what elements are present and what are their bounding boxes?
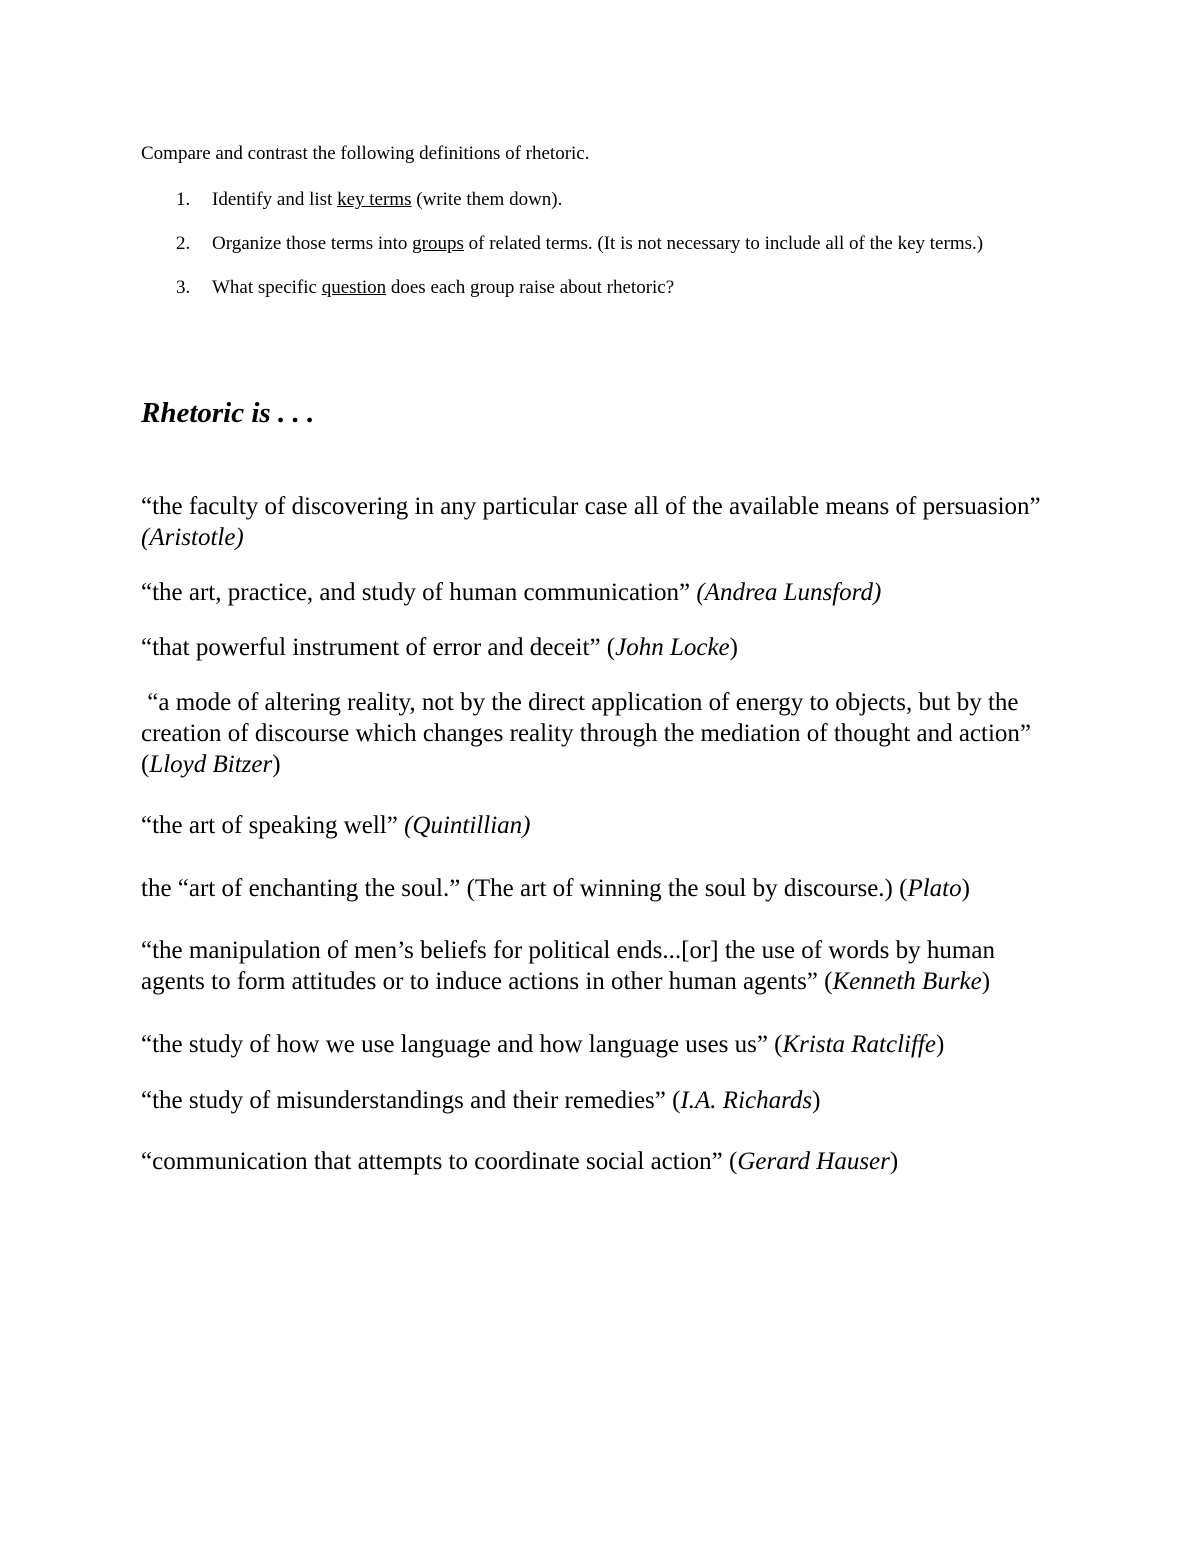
definition-text: “the study of misunderstandings and their remedies” ( [141,1087,681,1114]
list-item [141,275,1041,300]
definition-close-paren: ) [889,1148,899,1175]
step-text: What specific [212,277,322,298]
definition-author: Krista Ratcliffe [782,1031,936,1058]
definition-text: “communication that attempts to coordinate social action” ( [141,1148,738,1175]
definition-author: Lloyd Bitzer [149,751,273,778]
definition-text: “the manipulation of men’s beliefs for political ends...[or] the use of words by human agents to form attitudes or to induce actions in other human agents” ( [141,937,995,995]
definition-item [141,810,1061,841]
step-number: 2. [176,233,191,254]
definition-item [141,1085,1061,1116]
definition-text: the “art of enchanting the soul.” (The art of winning the soul by discourse.) ( [141,875,908,902]
step-text: Organize those terms into [212,233,413,254]
definition-author: I.A. Richards [680,1087,813,1114]
instruction-list [141,187,1041,319]
section-heading: Rhetoric is . . . [141,397,315,429]
definition-author: (Aristotle) [141,524,244,551]
step-underlined-term: question [321,277,387,298]
step-underlined-term: key terms [337,189,412,210]
step-text: does each group raise about rhetoric? [386,277,675,298]
definition-text: “the art of speaking well” [141,812,405,839]
definition-close-paren: ) [981,968,991,995]
definition-item [141,632,1061,663]
step-number: 3. [176,277,191,298]
definition-close-paren: ) [961,875,970,902]
definition-author: Gerard Hauser [737,1148,890,1175]
definition-item [141,1029,1061,1060]
definitions-list [141,491,1061,1177]
step-text: Identify and list [212,189,338,210]
definition-text: “the art, practice, and study of human communication” [141,579,697,606]
definition-author: Kenneth Burke [832,968,982,995]
definition-item [141,935,1061,997]
step-number: 1. [176,189,191,210]
definition-item [141,577,1061,608]
definition-close-paren: ) [272,751,281,778]
definition-close-paren: ) [729,634,738,661]
definition-close-paren: ) [812,1087,821,1114]
definition-item [141,687,1061,780]
definition-text: “that powerful instrument of error and deceit” ( [141,634,616,661]
definition-author: (Quintillian) [404,812,531,839]
definition-author: John Locke [615,634,730,661]
definition-author: (Andrea Lunsford) [696,579,882,606]
definition-author: Plato [907,875,962,902]
step-underlined-term: groups [412,233,464,254]
step-text: of related terms. (It is not necessary to include all of the key terms.) [463,233,984,254]
intro-text: Compare and contrast the following definitions of rhetoric. [141,143,590,164]
definition-text: “the study of how we use language and how language uses us” ( [141,1031,783,1058]
definition-text: “the faculty of discovering in any particular case all of the available means of persuasion” [141,493,1041,520]
definition-text: “a mode of altering reality, not by the direct application of energy to objects, but by the creation of discourse which changes reality through the mediation of thought and action” ( [141,689,1032,778]
definition-close-paren: ) [935,1031,945,1058]
definition-item [141,873,1061,904]
definition-item [141,1146,1061,1177]
list-item [141,187,1041,212]
list-item [141,231,1041,256]
definition-item [141,491,1061,553]
step-text: (write them down). [411,189,563,210]
